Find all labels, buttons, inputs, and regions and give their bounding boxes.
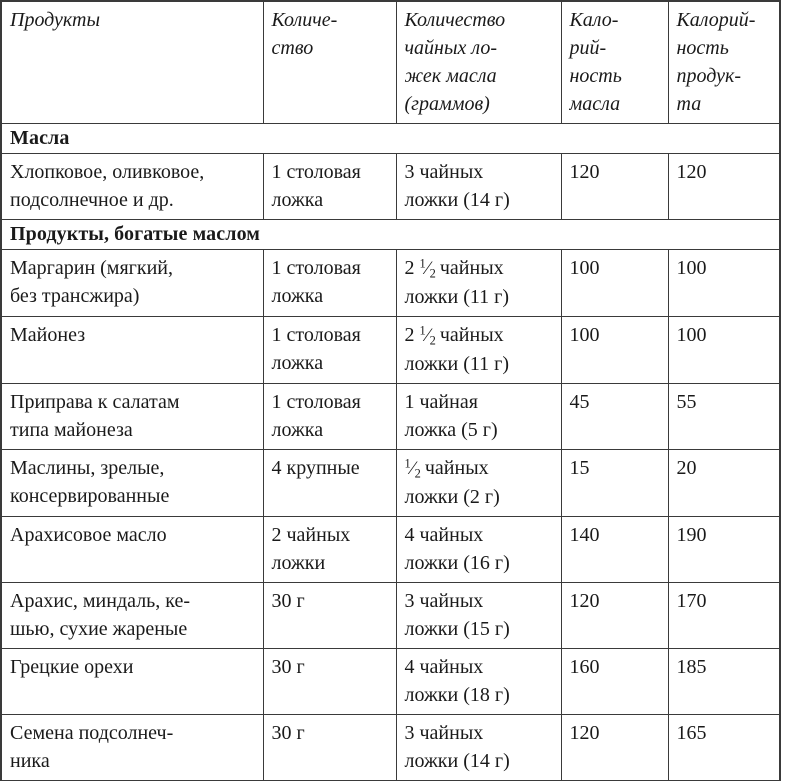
cell-product [1,649,263,715]
cell-line: 4 крупные [271,457,360,479]
cell-oil-teaspoons [396,715,561,781]
cell-product-calories: 165 [668,715,780,781]
cell-oil-calories: 120 [561,715,668,781]
cell-line: Количе- [271,9,338,31]
cell-line: 1 столовая [271,257,361,279]
cell-amount [263,317,396,384]
table-row [1,450,780,517]
table-row [1,583,780,649]
cell-line: ника [10,750,50,772]
cell-line: шью, сухие жареные [10,618,188,640]
cell-oil-teaspoons [396,583,561,649]
cell-line: ложка [271,285,324,307]
column-header-oil-calories [561,1,668,124]
cell-line: Арахисовое масло [10,524,167,546]
table-row [1,317,780,384]
cell-line: типа майонеза [10,419,133,441]
cell-product [1,583,263,649]
cell-oil-teaspoons [396,250,561,317]
cell-line: ложки (2 г) [404,486,500,508]
cell-line: 3 чайных [404,161,484,183]
cell-line: 2 $^1$⁄2 чайных [405,321,554,350]
cell-oil-calories: 15 [561,450,668,517]
cell-line: 2 чайных [271,524,351,546]
fraction: $^1$⁄2 [404,456,421,481]
cell-oil-calories: 45 [561,384,668,450]
cell-line: 2 $^1$⁄2 чайных [405,254,554,283]
cell-product-calories: 20 [668,450,780,517]
cell-line: Маргарин (мягкий, [10,257,173,279]
cell-line: ложки (18 г) [404,684,510,706]
cell-amount [263,450,396,517]
table-row [1,384,780,450]
cell-product [1,450,263,517]
section-header-row [1,220,780,250]
cell-line: 1 столовая [271,161,361,183]
cell-line: та [676,93,702,115]
cell-amount [263,384,396,450]
fraction: $^1$⁄2 [419,256,436,281]
table-row [1,154,780,220]
cell-product [1,517,263,583]
cell-line: Маслины, зрелые, [10,457,165,479]
cell-oil-calories: 140 [561,517,668,583]
cell-line: Семена подсолнеч- [10,722,174,744]
cell-line: 1 столовая [271,391,361,413]
cell-line: жек масла [404,65,497,87]
table-row [1,250,780,317]
table-body [1,124,780,781]
cell-product [1,317,263,384]
cell-line: ложка [271,419,324,441]
column-header-oil-teaspoons [396,1,561,124]
cell-line: ложка (5 г) [404,419,498,441]
cell-line: 1 столовая [271,324,361,346]
cell-oil-teaspoons [396,649,561,715]
cell-line: Арахис, миндаль, ке- [10,590,191,612]
cell-amount [263,715,396,781]
cell-line: 3 чайных [404,722,484,744]
cell-amount [263,583,396,649]
cell-product-calories: 185 [668,649,780,715]
cell-product-calories: 55 [668,384,780,450]
cell-product-calories: 190 [668,517,780,583]
column-header-amount [263,1,396,124]
cell-oil-teaspoons [396,384,561,450]
cell-line: ложки (14 г) [404,189,510,211]
cell-product [1,384,263,450]
cell-line: рий- [569,37,607,59]
cell-product [1,250,263,317]
cell-line: 30 г [271,656,305,678]
table-header [1,1,780,124]
cell-line: (граммов) [404,93,490,115]
section-header-row [1,124,780,154]
table-row [1,649,780,715]
cell-line: ложки (11 г) [404,286,510,308]
cell-line: ложки (11 г) [404,353,510,375]
cell-line: Кало- [569,9,619,31]
cell-line: $^1$⁄2 чайных [405,454,554,483]
cell-oil-calories: 100 [561,250,668,317]
table-row [1,517,780,583]
cell-line: Калорий- [676,9,756,31]
cell-product-calories: 170 [668,583,780,649]
cell-line: ложка [271,189,324,211]
table-row [1,715,780,781]
column-header-product-calories [668,1,780,124]
cell-amount [263,649,396,715]
cell-product [1,154,263,220]
cell-oil-calories: 100 [561,317,668,384]
cell-oil-teaspoons [396,517,561,583]
cell-line: Майонез [10,324,86,346]
fraction: $^1$⁄2 [419,323,436,348]
cell-line: 30 г [271,722,305,744]
cell-oil-calories: 160 [561,649,668,715]
cell-line: продук- [676,65,741,87]
cell-line: 30 г [271,590,305,612]
cell-line: ложки [271,552,326,574]
section-title: Масла [1,124,780,154]
cell-line: 4 чайных [404,524,484,546]
cell-line: чайных ло- [404,37,498,59]
cell-product-calories: 100 [668,317,780,384]
cell-oil-calories: 120 [561,583,668,649]
cell-line: Количество [404,9,506,31]
cell-line: ность [569,65,622,87]
cell-line: ность [676,37,729,59]
cell-amount [263,517,396,583]
cell-line: ложка [271,352,324,374]
header-row [1,1,780,124]
cell-line: ство [271,37,314,59]
cell-line: подсолнечное и др. [10,189,174,211]
cell-line: Хлопковое, оливковое, [10,161,205,183]
cell-line: Приправа к салатам [10,391,180,413]
cell-line: 1 чайная [404,391,478,413]
column-header-product [1,1,263,124]
cell-oil-calories: 120 [561,154,668,220]
cell-line: 4 чайных [404,656,484,678]
cell-line: Грецкие орехи [10,656,134,678]
cell-amount [263,154,396,220]
cell-line: без трансжира) [10,285,140,307]
cell-product [1,715,263,781]
cell-line: консервированные [10,485,170,507]
cell-oil-teaspoons [396,317,561,384]
section-title: Продукты, богатые маслом [1,220,780,250]
cell-oil-teaspoons [396,154,561,220]
cell-product-calories: 100 [668,250,780,317]
cell-line: масла [569,93,621,115]
cell-line: Продукты [10,9,100,31]
cell-line: ложки (15 г) [404,618,510,640]
cell-line: ложки (14 г) [404,750,510,772]
cell-amount [263,250,396,317]
cell-line: 3 чайных [404,590,484,612]
cell-oil-teaspoons [396,450,561,517]
cell-line: ложки (16 г) [404,552,510,574]
cell-product-calories: 120 [668,154,780,220]
